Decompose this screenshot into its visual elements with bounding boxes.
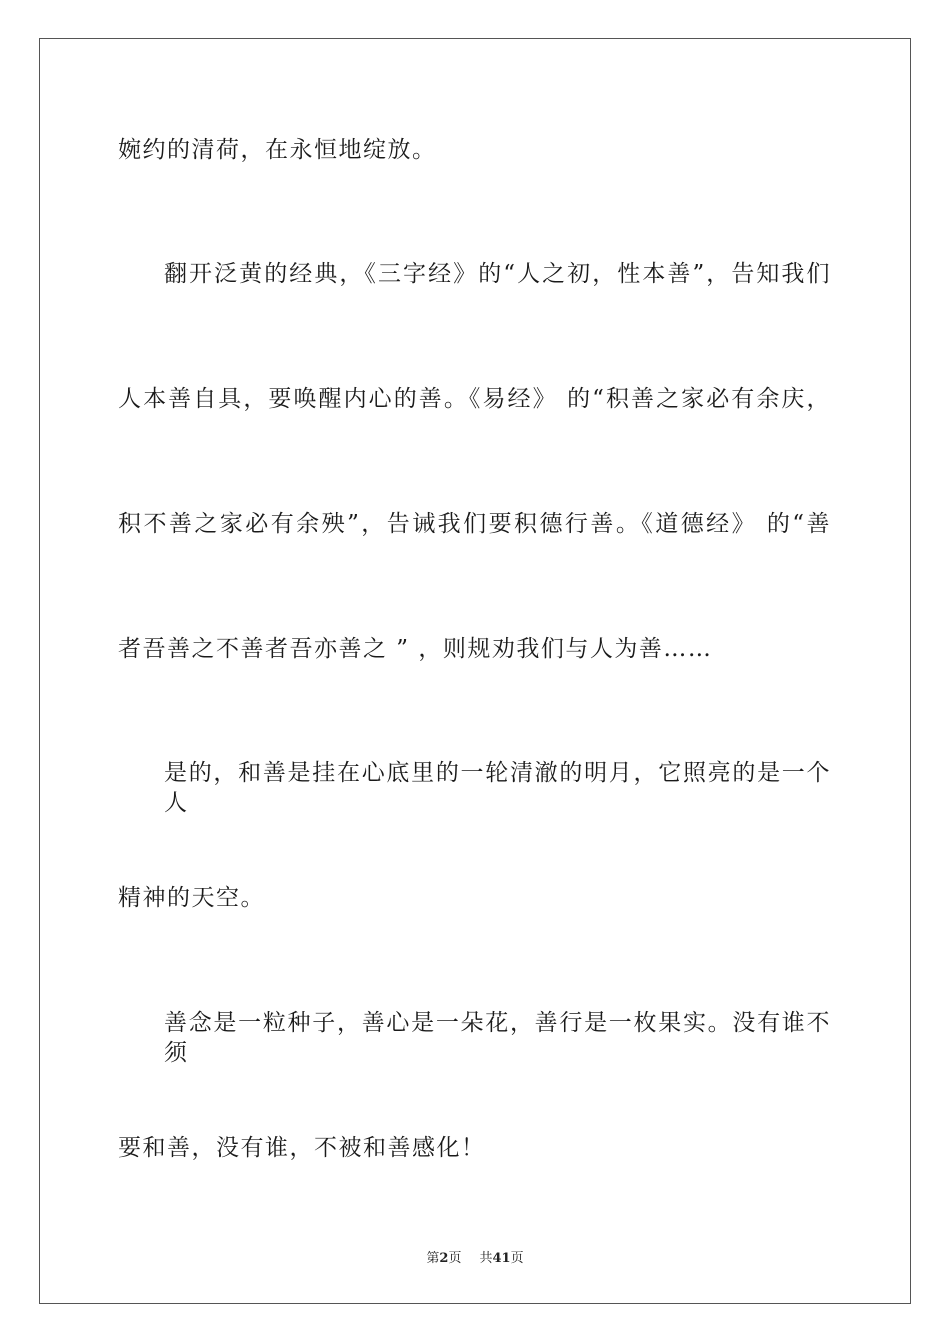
footer-page-number: 2 xyxy=(439,1251,449,1266)
paragraph-line-9: 要和善，没有谁，不被和善感化！ xyxy=(118,1135,486,1161)
paragraph-line-6: 是的，和善是挂在心底里的一轮清澈的明月，它照亮的是一个人 xyxy=(164,760,831,816)
footer-page-prefix: 第 xyxy=(426,1251,440,1266)
paragraph-line-4: 积不善之家必有余殃”，告诫我们要积德行善。《道德经》 的“善 xyxy=(118,511,831,537)
paragraph-line-1: 婉约的清荷，在永恒地绽放。 xyxy=(118,137,437,163)
footer-total-suffix: 页 xyxy=(510,1251,524,1266)
page-border xyxy=(39,38,911,1304)
paragraph-line-7: 精神的天空。 xyxy=(118,885,265,911)
footer-page-suffix: 页 xyxy=(448,1251,462,1266)
footer-total-pages: 41 xyxy=(492,1251,511,1266)
page-footer xyxy=(0,1247,950,1266)
paragraph-line-2: 翻开泛黄的经典，《三字经》的“人之初，性本善”，告知我们 xyxy=(164,261,831,287)
footer-total-prefix: 共 xyxy=(479,1251,493,1266)
paragraph-line-3: 人本善自具，要唤醒内心的善。《易经》 的“积善之家必有余庆， xyxy=(118,386,831,412)
paragraph-line-5: 者吾善之不善者吾亦善之 ” ，则规劝我们与人为善…… xyxy=(118,636,713,662)
paragraph-line-8: 善念是一粒种子，善心是一朵花，善行是一枚果实。没有谁不须 xyxy=(164,1010,831,1066)
